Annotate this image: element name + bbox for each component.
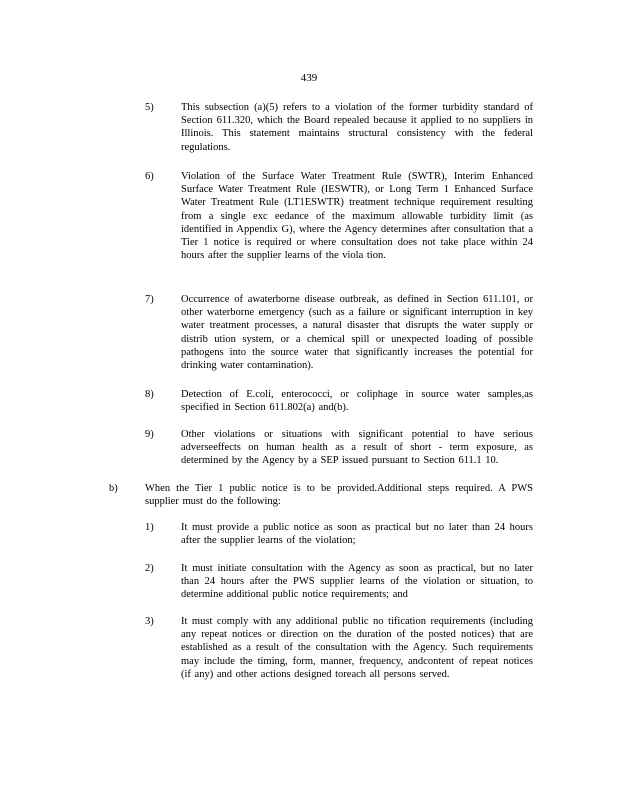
item-text: This subsection (a)(5) refers to a violation of the former turbidity standard of Section 611.320, which the Board repealed because it applied to no suppliers in Illinois. This statement maintains structural consistency with the federal regulations. — [181, 102, 533, 153]
list-item-b3 — [145, 615, 535, 699]
item-text: It must provide a public notice as soon as practical but no later than 24 hours after the supplier learns of the violation; — [181, 522, 533, 547]
list-item-5 — [145, 101, 535, 155]
section-number: b) — [109, 483, 118, 494]
item-text: It must initiate consultation with the Agency as soon as practical, but no later than 24 hours after the PWS supplier learns of the violation or situation, to determine additional public notice requirements; and — [181, 563, 533, 601]
item-number: 6) — [145, 171, 154, 182]
list-item-6 — [145, 170, 535, 282]
item-text: Occurrence of awaterborne disease outbreak, as defined in Section 611.101, or other waterborne emergency (such as a failure or significant interruption in key water treatment processes, a natural disaster that disrupts the water supply or distrib ution system, or a chemical spill or unexpected loading of possible pathogens into the source water that significantly increases the potential for drinking water contamination). — [181, 294, 533, 372]
section-text: When the Tier 1 public notice is to be provided.Additional steps required. A PWS supplier must do the following: — [145, 483, 533, 508]
section-b — [109, 482, 535, 510]
item-text: It must comply with any additional public no tification requirements (including any repeat notices or direction on the duration of the posted notices) that are established as a result of the consultation with the Agency. Such requirements may include the timing, form, manner, frequency, andcontent of repeat notices (if any) and other actions designed toreach all persons served. — [181, 616, 533, 680]
item-number: 7) — [145, 294, 154, 305]
list-item-b1 — [145, 521, 535, 549]
list-item-b2 — [145, 562, 535, 604]
item-number: 2) — [145, 563, 154, 574]
item-text: Other violations or situations with significant potential to have serious adverseeffects on human health as a result of short - term exposure, as determined by the Agency by a SEP issued pursuant to Section 611.1 10. — [181, 429, 533, 467]
item-number: 3) — [145, 616, 154, 627]
item-text: Detection of E.coli, enterococci, or coliphage in source water samples,as specified in Section 611.802(a) and(b). — [181, 389, 533, 414]
item-number: 9) — [145, 429, 154, 440]
item-number: 8) — [145, 389, 154, 400]
item-number: 1) — [145, 522, 154, 533]
item-text: Violation of the Surface Water Treatment Rule (SWTR), Interim Enhanced Surface Water Treatment Rule (IESWTR), or Long Term 1 Enhanced Surface Water Treatment Rule (LT1ESWTR) treatment technique requirement resulting from a single exc eedance of the maximum allowable turbidity limit (as identified in Appendix G), where the Agency determines after consultation that a Tier 1 notice is required or where consultation does not take place within 24 hours after the supplier learns of the viola tion. — [181, 171, 533, 262]
list-item-9 — [145, 428, 535, 470]
list-item-7 — [145, 293, 535, 375]
page-number: 439 — [300, 72, 318, 84]
item-number: 5) — [145, 102, 154, 113]
list-item-8 — [145, 388, 535, 416]
